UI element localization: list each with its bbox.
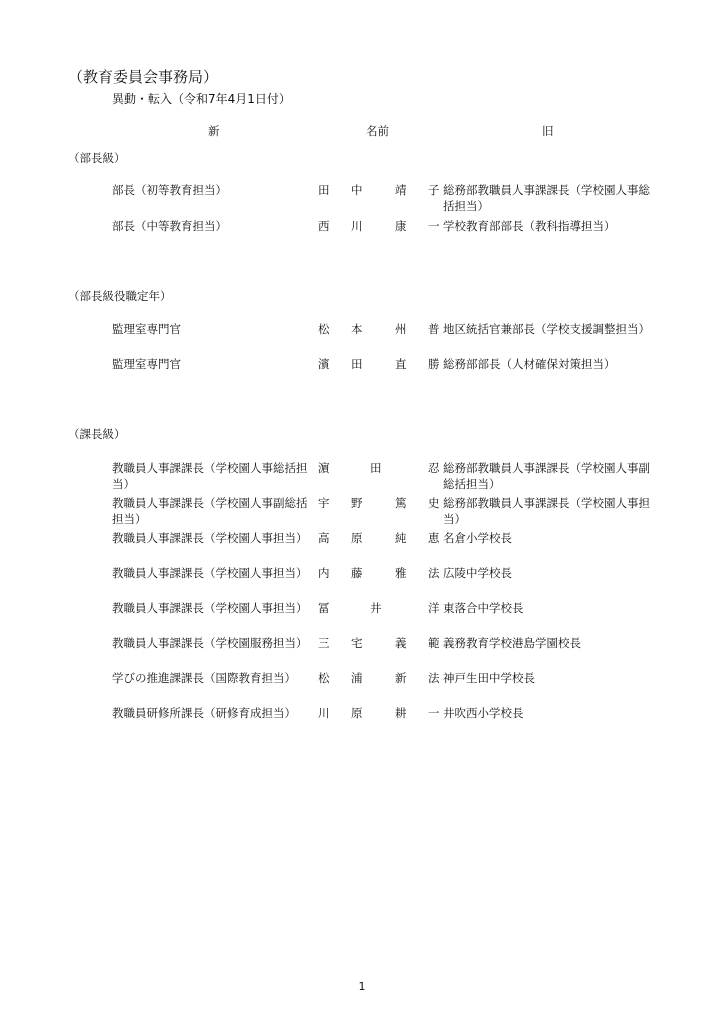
- previous-position: 学校教育部部長（教科指導担当）: [443, 219, 616, 233]
- name-char: 田: [370, 461, 382, 475]
- name-char: 忍: [428, 461, 440, 475]
- name-char: 松: [318, 671, 330, 685]
- name-char: 直: [395, 357, 407, 371]
- section-label: （部長級）: [68, 151, 126, 165]
- new-position: 監理室専門官: [112, 357, 181, 371]
- new-position: 教職員人事課課長（学校園服務担当）: [112, 636, 308, 650]
- new-position: 教職員研修所課長（研修育成担当）: [112, 706, 296, 720]
- section-label: （部長級役職定年）: [68, 289, 172, 303]
- new-position: 教職員人事課課長（学校園人事総括担当）: [112, 461, 308, 491]
- name-char: 西: [318, 219, 330, 233]
- new-position: 部長（初等教育担当）: [112, 183, 227, 197]
- name-char: 原: [351, 531, 363, 545]
- page-title: （教育委員会事務局）: [68, 68, 219, 86]
- name-char: 中: [351, 183, 363, 197]
- previous-position: 総務部教職員人事課課長（学校園人事総括担当）: [443, 183, 650, 213]
- column-header-old: 旧: [542, 124, 554, 138]
- name-char: 州: [395, 322, 407, 336]
- name-char: 浦: [351, 671, 363, 685]
- new-position: 教職員人事課課長（学校園人事担当）: [112, 531, 308, 545]
- name-char: 雅: [395, 566, 407, 580]
- column-header-new: 新: [208, 124, 220, 138]
- name-char: 川: [318, 706, 330, 720]
- previous-position: 井吹西小学校長: [443, 706, 524, 720]
- new-position: 学びの推進課課長（国際教育担当）: [112, 671, 296, 685]
- page-number: 1: [358, 980, 366, 993]
- name-char: 三: [318, 636, 330, 650]
- previous-position: 総務部部長（人材確保対策担当）: [443, 357, 616, 371]
- new-position: 部長（中等教育担当）: [112, 219, 227, 233]
- previous-position: 名倉小学校長: [443, 531, 512, 545]
- name-char: 新: [395, 671, 407, 685]
- name-char: 濵: [318, 461, 330, 475]
- name-char: 子: [428, 183, 440, 197]
- name-char: 田: [351, 357, 363, 371]
- name-char: 原: [351, 706, 363, 720]
- name-char: 藤: [351, 566, 363, 580]
- previous-position: 地区統括官兼部長（学校支援調整担当）: [443, 322, 650, 336]
- name-char: 一: [428, 706, 440, 720]
- new-position: 教職員人事課課長（学校園人事担当）: [112, 601, 308, 615]
- previous-position: 神戸生田中学校長: [443, 671, 535, 685]
- name-char: 康: [395, 219, 407, 233]
- name-char: 冨: [318, 601, 330, 615]
- section-label: （課長級）: [68, 427, 126, 441]
- name-char: 篤: [395, 496, 407, 510]
- name-char: 耕: [395, 706, 407, 720]
- name-char: 野: [351, 496, 363, 510]
- previous-position: 総務部教職員人事課課長（学校園人事担当）: [443, 496, 650, 526]
- name-char: 濱: [318, 357, 330, 371]
- previous-position: 総務部教職員人事課課長（学校園人事副総括担当）: [443, 461, 650, 491]
- name-char: 一: [428, 219, 440, 233]
- name-char: 義: [395, 636, 407, 650]
- name-char: 本: [351, 322, 363, 336]
- column-header-name: 名前: [366, 124, 389, 138]
- name-char: 恵: [428, 531, 440, 545]
- name-char: 範: [428, 636, 440, 650]
- new-position: 監理室専門官: [112, 322, 181, 336]
- name-char: 宇: [318, 496, 330, 510]
- previous-position: 義務教育学校港島学園校長: [443, 636, 581, 650]
- previous-position: 広陵中学校長: [443, 566, 512, 580]
- name-char: 普: [428, 322, 440, 336]
- previous-position: 東落合中学校長: [443, 601, 524, 615]
- name-char: 田: [318, 183, 330, 197]
- name-char: 高: [318, 531, 330, 545]
- name-char: 川: [351, 219, 363, 233]
- page-subtitle: 異動・転入（令和7年4月1日付）: [112, 92, 291, 106]
- name-char: 宅: [351, 636, 363, 650]
- name-char: 勝: [428, 357, 440, 371]
- name-char: 洋: [428, 601, 440, 615]
- name-char: 史: [428, 496, 440, 510]
- name-char: 法: [428, 566, 440, 580]
- name-char: 内: [318, 566, 330, 580]
- name-char: 純: [395, 531, 407, 545]
- name-char: 松: [318, 322, 330, 336]
- name-char: 法: [428, 671, 440, 685]
- new-position: 教職員人事課課長（学校園人事副総括担当）: [112, 496, 308, 526]
- new-position: 教職員人事課課長（学校園人事担当）: [112, 566, 308, 580]
- name-char: 靖: [395, 183, 407, 197]
- name-char: 井: [370, 601, 382, 615]
